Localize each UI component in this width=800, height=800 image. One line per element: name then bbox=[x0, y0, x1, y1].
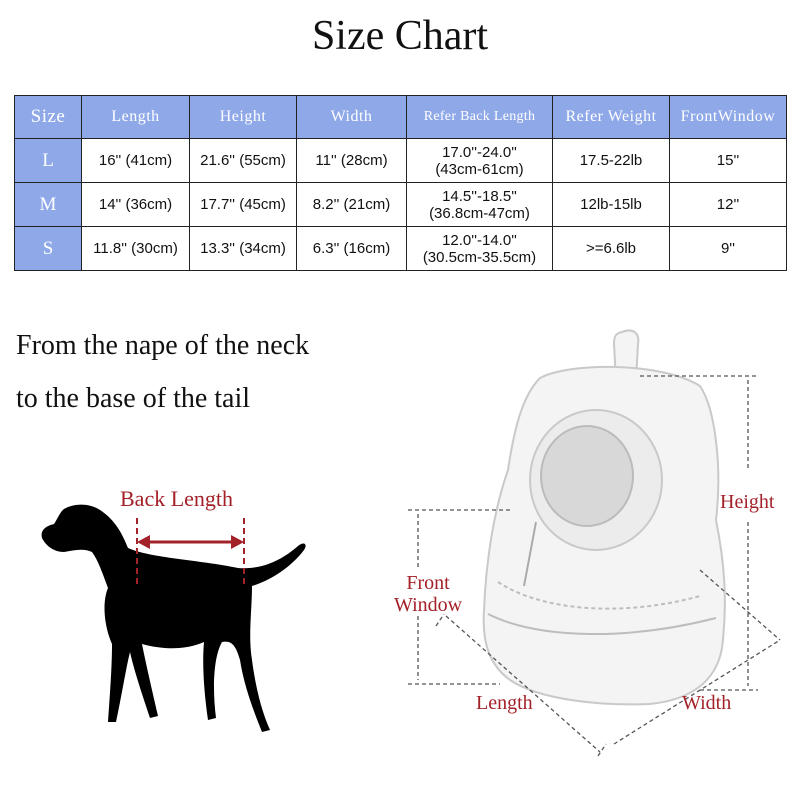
header-front-window: FrontWindow bbox=[670, 96, 787, 139]
length-cell: 11.8'' (30cm) bbox=[82, 227, 190, 271]
backpack-carrier-icon bbox=[484, 331, 725, 705]
back-length-inches: 14.5''-18.5'' bbox=[442, 187, 517, 205]
width-label: Width bbox=[682, 692, 732, 714]
length-cell: 14'' (36cm) bbox=[82, 183, 190, 227]
height-cell: 21.6'' (55cm) bbox=[190, 139, 297, 183]
weight-cell: 12lb-15lb bbox=[553, 183, 670, 227]
back-length-cm: (30.5cm-35.5cm) bbox=[422, 248, 537, 266]
back-length-label: Back Length bbox=[120, 486, 234, 511]
back-length-inches: 17.0''-24.0'' bbox=[442, 143, 517, 161]
height-cell: 17.7'' (45cm) bbox=[190, 183, 297, 227]
header-weight: Refer Weight bbox=[553, 96, 670, 139]
back-length-cm: (36.8cm-47cm) bbox=[429, 204, 530, 222]
measure-note-line1: From the nape of the neck bbox=[16, 330, 310, 361]
page-title: Size Chart bbox=[311, 13, 489, 59]
front-window-cell: 12'' bbox=[670, 183, 787, 227]
header-height: Height bbox=[190, 96, 297, 139]
width-cell: 11'' (28cm) bbox=[297, 139, 407, 183]
measure-note-line2: to the base of the tail bbox=[16, 383, 251, 414]
size-cell: L bbox=[15, 139, 82, 183]
dog-silhouette-icon bbox=[42, 505, 306, 732]
front-window-cell: 15'' bbox=[670, 139, 787, 183]
front-window-label-2: Window bbox=[394, 594, 463, 616]
size-cell: S bbox=[15, 227, 82, 271]
size-cell: M bbox=[15, 183, 82, 227]
width-cell: 6.3'' (16cm) bbox=[297, 227, 407, 271]
length-cell: 16'' (41cm) bbox=[82, 139, 190, 183]
length-label: Length bbox=[476, 692, 533, 714]
header-size: Size bbox=[15, 96, 82, 139]
front-window-label-1: Front bbox=[406, 572, 450, 594]
header-width: Width bbox=[297, 96, 407, 139]
back-length-cm: (43cm-61cm) bbox=[435, 160, 524, 178]
front-window-cell: 9'' bbox=[670, 227, 787, 271]
header-length: Length bbox=[82, 96, 190, 139]
weight-cell: 17.5-22lb bbox=[553, 139, 670, 183]
width-cell: 8.2'' (21cm) bbox=[297, 183, 407, 227]
height-cell: 13.3'' (34cm) bbox=[190, 227, 297, 271]
weight-cell: >=6.6lb bbox=[553, 227, 670, 271]
height-label: Height bbox=[720, 491, 775, 513]
back-length-inches: 12.0''-14.0'' bbox=[442, 231, 517, 249]
header-back-length: Refer Back Length bbox=[407, 96, 553, 139]
